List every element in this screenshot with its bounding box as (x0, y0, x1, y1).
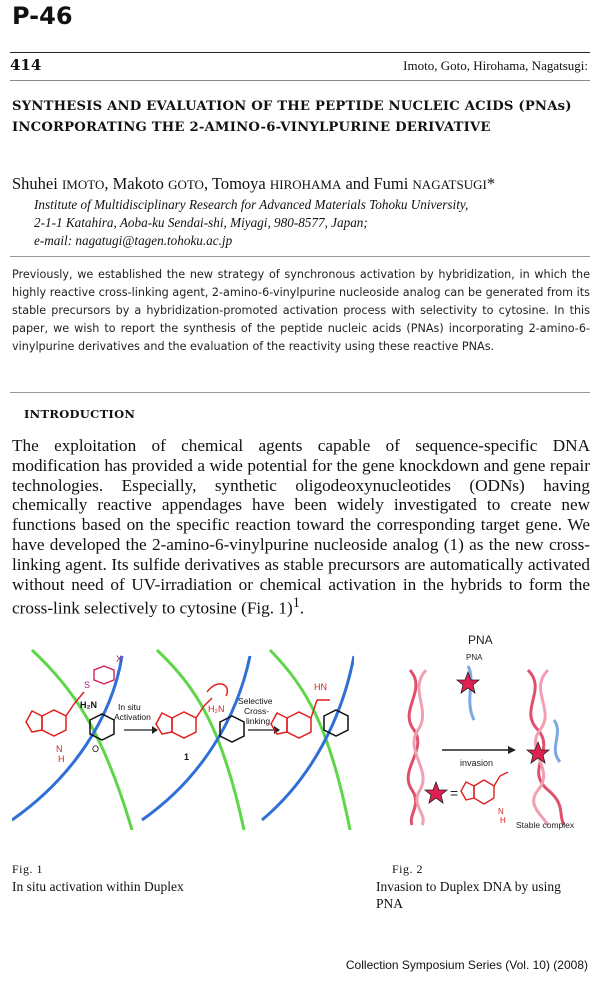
figure-2-scheme (398, 630, 594, 830)
abstract-bottom-rule (10, 392, 590, 393)
email-line: e-mail: nagatugi@tagen.tohoku.ac.jp (34, 233, 233, 248)
h-label: H (500, 816, 506, 825)
reactive-star-icon (457, 672, 479, 693)
abstract-text: Previously, we established the new strategy of synchronous activation by hybridization, in which the highly reactive cross-linking agent, 2-amino-6-vinylpurine nucleoside analog can be generated from its stable precursors by a hybridization-promoted activation process with selectivity to cytosine. In this paper, we wish to report the synthesis of the peptide nucleic acids (PNAs) incorporating 2-amino-6-vinylpurine derivatives and the evaluation of the reactivity using these reactive PNAs. (12, 268, 590, 353)
footer-citation: Collection Symposium Series (Vol. 10) (2008) (345, 958, 588, 972)
compound-number: 1 (184, 752, 190, 762)
amine-h-label: H (58, 754, 65, 764)
pna-strand (457, 666, 479, 720)
figure-2-caption: Invasion to Duplex DNA by using PNA (376, 879, 561, 911)
author: Makoto GOTO, (112, 174, 212, 193)
section-heading: INTRODUCTION (24, 407, 136, 421)
author: Tomoya HIROHAMA and (211, 174, 374, 193)
dna-duplex-panel-2 (142, 650, 250, 830)
amine-n-label: N (56, 744, 63, 754)
page-number: 414 (10, 56, 42, 74)
dna-duplex-panel-3 (262, 650, 354, 830)
step1-label: In situ (118, 702, 141, 712)
author: Shuhei IMOTO, (12, 174, 113, 193)
hn-label: HN (314, 682, 327, 692)
header-rule (10, 52, 590, 53)
header-underline (10, 80, 590, 81)
stable-complex-label: Stable complex (516, 820, 575, 830)
x-label: X (116, 654, 123, 664)
reactive-star-icon (527, 742, 549, 763)
dna-helix-left (408, 670, 426, 825)
step2b-label: Cross- (244, 706, 270, 716)
step2c-label: linking (246, 716, 271, 726)
affiliation (34, 196, 584, 250)
figure-1-label: Fig. 1 (12, 862, 44, 876)
purine-structure-3 (271, 700, 330, 738)
introduction-text: The exploitation of chemical agents capable of sequence-specific DNA modification has provided a wide potential for the gene knockdown and gene repair technologies. Especially, synthetic oligodeoxynucleotides (ODNs) having chemically reactive appendages have been widely investigated to create new functions based on the specific reaction toward the corresponding target gene. We have developed the 2-amino-6-vinylpurine nucleoside analog (1) as the new cross-linking agent. Its sulfide derivatives as stable precursors are automatically activated without need of UV-irradiation or chemical activation in the hybrids to form the cross-link selectively to cytosine (Fig. 1)$^1$. (12, 436, 590, 619)
invasion-label: invasion (460, 758, 494, 768)
step1b-label: Activation (114, 712, 151, 722)
affiliation-line: Institute of Multidisciplinary Research for Advanced Materials Tohoku University, (34, 197, 469, 212)
h2n-label: H₂N (80, 700, 97, 710)
sulfur-label: S (84, 680, 91, 690)
paper-title: SYNTHESIS AND EVALUATION OF THE PEPTIDE NUCLEIC ACIDS (PNAs) INCORPORATING THE 2-AMINO-6-VINYLPURINE DERIVATIVE (12, 99, 572, 135)
pna-small-label: PNA (466, 653, 483, 662)
running-head: Imoto, Goto, Hirohama, Nagatsugi: (403, 58, 588, 73)
figure-1-caption: In situ activation within Duplex (12, 879, 184, 894)
purine-structure-1 (26, 666, 114, 736)
author-list (12, 174, 495, 194)
author: Fumi NAGATSUGI* (373, 174, 496, 193)
stable-complex-helix (527, 670, 564, 825)
reactive-star-icon (425, 782, 447, 803)
figure-1-scheme (12, 648, 354, 830)
vinylpurine-structure (461, 772, 508, 804)
oxygen-label: O (92, 744, 100, 754)
affiliation-line: 2-1-1 Katahira, Aoba-ku Sendai-shi, Miyagi, 980-8577, Japan; (34, 215, 368, 230)
poster-id: P-46 (12, 2, 73, 30)
h2n2-label: H₂N (208, 704, 225, 714)
reference-marker: 1 (292, 595, 300, 612)
arrowhead (508, 746, 516, 754)
n-label: N (498, 807, 504, 816)
step2-label: Selective (238, 696, 273, 706)
pna-title: PNA (468, 633, 493, 647)
figure-2-label: Fig. 2 (392, 862, 424, 876)
equals-sign: = (450, 785, 459, 801)
abstract-top-rule (10, 256, 590, 257)
